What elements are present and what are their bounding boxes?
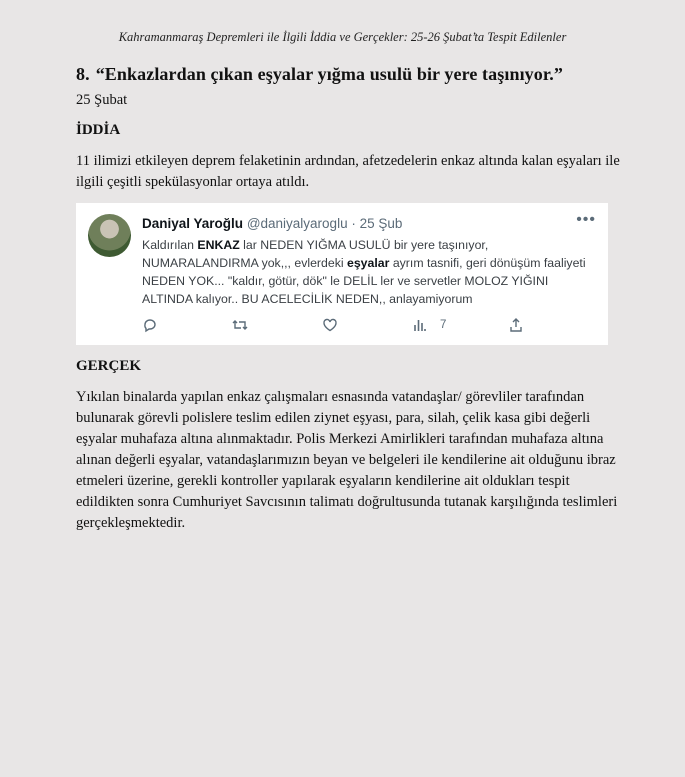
- tweet-text: [142, 236, 597, 308]
- tweet-text-part: lar NEDEN YIĞMA USULÜ bir yere taşınıyor, NUMARALANDIRMA yok,,, evlerdeki: [142, 238, 489, 270]
- tweet-text-part: Kaldırılan: [142, 238, 198, 252]
- like-button[interactable]: [322, 317, 338, 333]
- tweet-date[interactable]: 25 Şub: [359, 216, 403, 231]
- fact-heading: GERÇEK: [76, 358, 142, 374]
- retweet-icon: [232, 317, 248, 333]
- claim-text: 11 ilimizi etkileyen deprem felaketinin ardından, afetzedelerin enkaz altında kalan eşyaları ile ilgili çeşitli spekülasyonlar ortaya atıldı.: [76, 153, 620, 190]
- tweet-header: [142, 216, 402, 231]
- tweet-handle[interactable]: @daniyalyaroglu: [246, 216, 348, 231]
- reply-button[interactable]: [142, 317, 158, 333]
- claim-heading: İDDİA: [76, 122, 121, 138]
- tweet-text-bold: eşyalar: [347, 256, 390, 270]
- tweet-text-bold: ENKAZ: [197, 238, 240, 252]
- retweet-button[interactable]: [232, 317, 248, 333]
- share-button[interactable]: [508, 317, 524, 333]
- item-title-row: [76, 64, 563, 85]
- running-header: Kahramanmaraş Depremleri ile İlgili İddia ve Gerçekler: 25-26 Şubat’ta Tespit Edilenler: [118, 30, 567, 44]
- views-button[interactable]: [412, 317, 446, 333]
- more-options-icon[interactable]: •••: [576, 211, 596, 228]
- item-date: 25 Şubat: [76, 92, 128, 108]
- tweet-text-part: ayrım tasnifi, geri dönüşüm faaliyeti NEDEN YOK... "kaldır, götür, dök" le DELİL ler ve servetler MOLOZ YIĞINI ALTINDA kalıyor.. BU ACELECİLİK NEDEN,, anlayamiyorum: [142, 256, 586, 306]
- tweet-card[interactable]: [76, 203, 608, 345]
- reply-icon: [142, 317, 158, 333]
- fact-text: Yıkılan binalarda yapılan enkaz çalışmaları esnasında vatandaşlar/ görevliler tarafından bulunarak görevli polislere teslim edilen ziynet eşyası, para, silah, çelik kasa gibi değerli eşyalar muhafaza altına alınmaktadır. Polis Merkezi Amirlikleri tarafından muhafaza altına alınan değerli eşyalar, vatandaşlarımızın beyan ve belgeleri ile kendilerine ait olduğunu ibraz etmeleri üzerine, gerekli kontroller yapılarak eşyaların kendilerine ait oldukları tespit edildikten sonra Cumhuriyet Savcısının talimatı doğrultusunda tutanak karşılığında teslimleri gerçekleşmektedir.: [76, 389, 618, 531]
- share-icon: [508, 317, 524, 333]
- avatar[interactable]: [88, 214, 131, 257]
- tweet-author-name[interactable]: Daniyal Yaroğlu: [142, 216, 244, 231]
- views-icon: [412, 317, 428, 333]
- tweet-separator: ·: [351, 216, 356, 231]
- item-number: 8.: [76, 64, 90, 84]
- tweet-actions: [142, 317, 592, 335]
- like-icon: [322, 317, 338, 333]
- item-title: “Enkazlardan çıkan eşyalar yığma usulü bir yere taşınıyor.”: [95, 64, 564, 84]
- views-count: 7: [440, 319, 447, 331]
